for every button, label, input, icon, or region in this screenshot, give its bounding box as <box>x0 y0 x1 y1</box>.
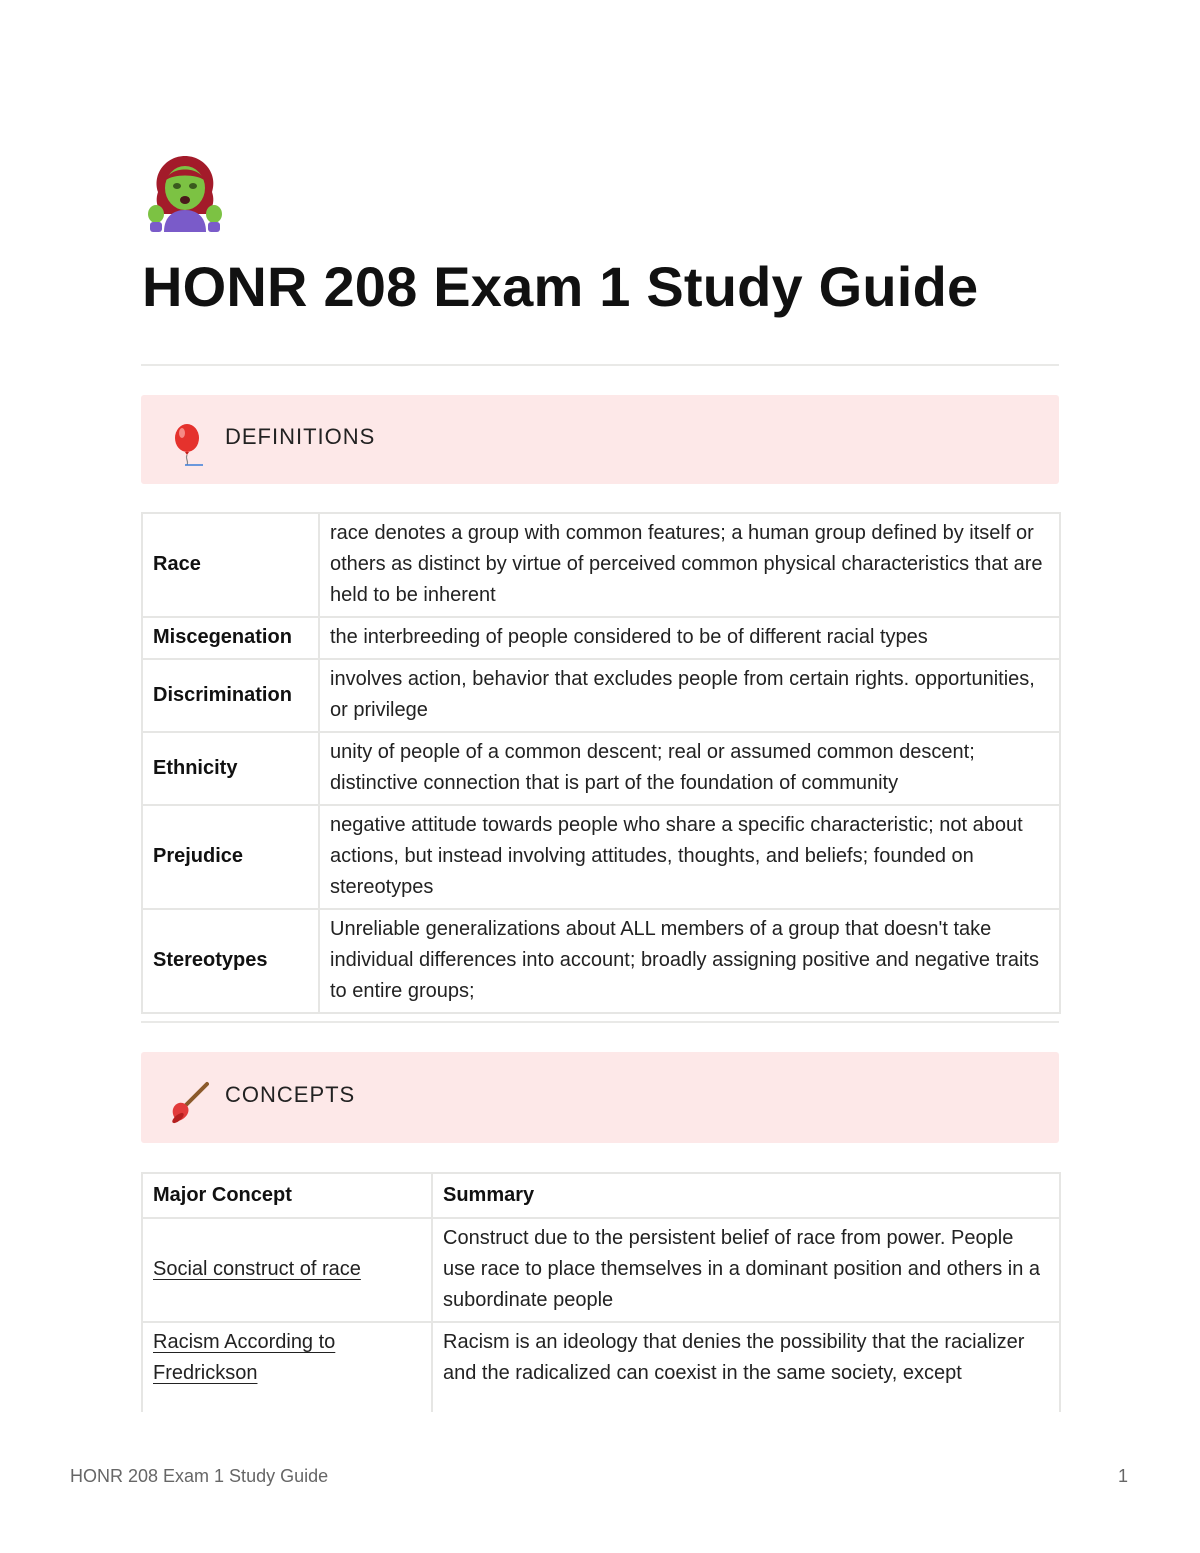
definition-cell: negative attitude towards people who share a specific characteristic; not about actions, but instead involving attitudes, thoughts, and beliefs; founded on stereotypes <box>319 805 1060 909</box>
term-cell: Miscegenation <box>142 617 319 659</box>
column-header: Summary <box>432 1173 1060 1218</box>
concepts-callout <box>141 1052 1059 1143</box>
concepts-callout-text: CONCEPTS <box>225 1082 356 1107</box>
definition-cell: unity of people of a common descent; real or assumed common descent; distinctive connection that is part of the foundation of community <box>319 732 1060 805</box>
balloon-icon <box>169 423 209 467</box>
definition-cell: involves action, behavior that excludes people from certain rights. opportunities, or privilege <box>319 659 1060 732</box>
divider <box>141 1021 1059 1023</box>
table-row <box>142 805 1060 909</box>
definition-cell: the interbreeding of people considered to be of different racial types <box>319 617 1060 659</box>
table-row <box>142 1322 1060 1412</box>
divider <box>141 364 1059 366</box>
term-cell: Ethnicity <box>142 732 319 805</box>
concept-link[interactable]: Racism According to Fredrickson <box>153 1331 336 1384</box>
definitions-callout-text: DEFINITIONS <box>225 424 376 449</box>
definitions-table <box>141 512 1061 1014</box>
table-row <box>142 909 1060 1013</box>
zombie-woman-icon <box>144 152 226 234</box>
table-row <box>142 732 1060 805</box>
table-row <box>142 659 1060 732</box>
table-row <box>142 617 1060 659</box>
concept-cell <box>142 1322 432 1412</box>
term-cell: Stereotypes <box>142 909 319 1013</box>
definitions-callout <box>141 395 1059 484</box>
definition-cell: Unreliable generalizations about ALL members of a group that doesn't take individual differences into account; broadly assigning positive and negative traits to entire groups; <box>319 909 1060 1013</box>
column-header: Major Concept <box>142 1173 432 1218</box>
page-number: 1 <box>1118 1466 1129 1486</box>
table-row <box>142 1218 1060 1322</box>
term-cell: Discrimination <box>142 659 319 732</box>
concept-link[interactable]: Social construct of race <box>153 1258 361 1280</box>
footer-title: HONR 208 Exam 1 Study Guide <box>70 1466 329 1486</box>
definition-cell: race denotes a group with common features; a human group defined by itself or others as distinct by virtue of perceived common physical characteristics that are held to be inherent <box>319 513 1060 617</box>
concept-cell <box>142 1218 432 1322</box>
summary-cell: Construct due to the persistent belief of race from power. People use race to place themselves in a dominant position and others in a subordinate people <box>432 1218 1060 1322</box>
table-row <box>142 513 1060 617</box>
table-header-row <box>142 1173 1060 1218</box>
term-cell: Race <box>142 513 319 617</box>
concepts-table <box>141 1172 1061 1412</box>
term-cell: Prejudice <box>142 805 319 909</box>
page-title: HONR 208 Exam 1 Study Guide <box>142 255 979 318</box>
plunger-icon <box>169 1080 209 1124</box>
summary-cell: Racism is an ideology that denies the possibility that the racializer and the radicalized can coexist in the same society, except <box>432 1322 1060 1412</box>
